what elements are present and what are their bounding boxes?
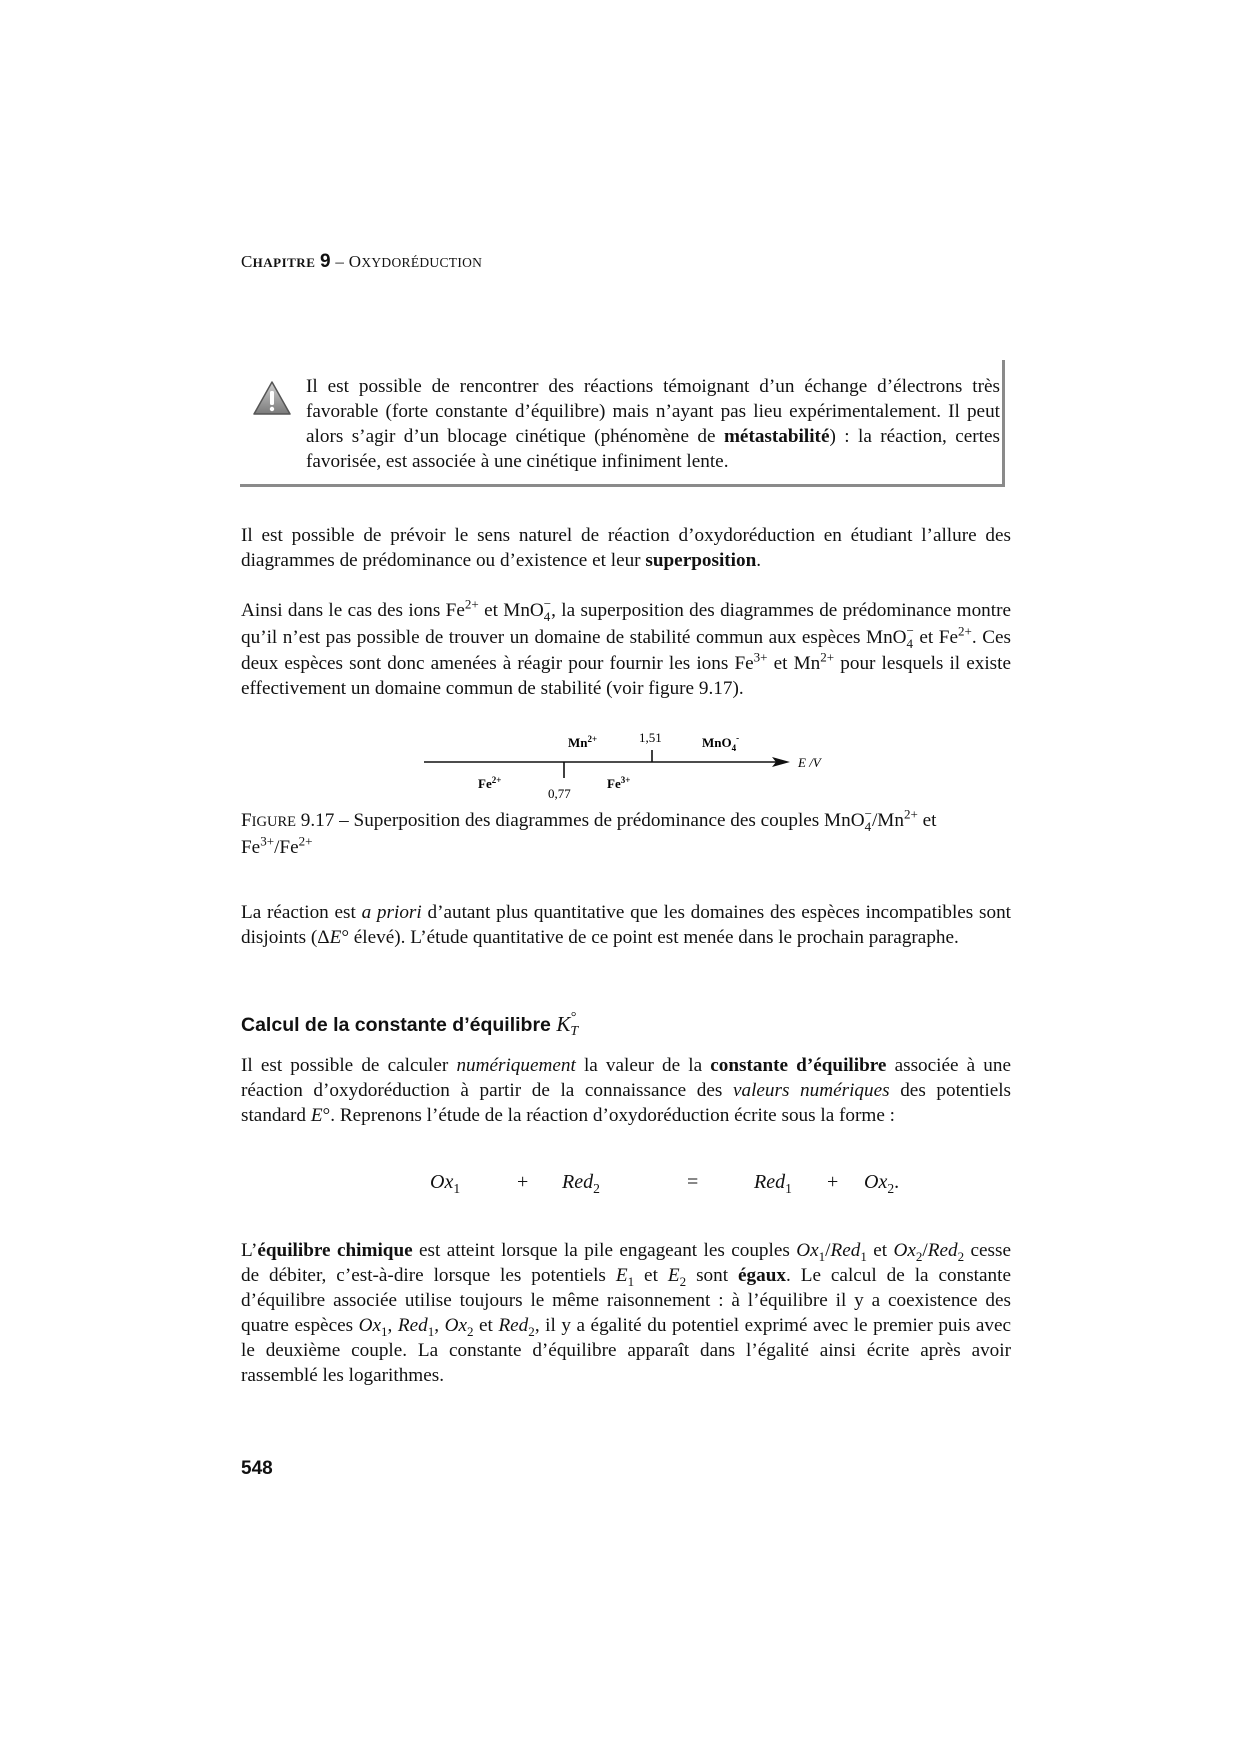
- paragraph-3: [241, 900, 1011, 950]
- warning-bold-term: métastabilité: [723, 426, 830, 447]
- p2-s1: 2+: [464, 596, 479, 612]
- running-head-dash: –: [335, 252, 345, 271]
- p4-t5: °. Reprenons l’étude de la réaction d’oxydoréduction écrite sous la forme :: [322, 1105, 895, 1126]
- p5-t10: et: [473, 1315, 499, 1336]
- p5-c2cs: 2: [957, 1248, 965, 1264]
- p5-q1: Ox: [358, 1315, 381, 1336]
- p1-text-a: Il est possible de prévoir le sens naturel de réaction d’oxydoréduction en étudiant l’allure des diagrammes de prédominance ou d’existence et leur: [241, 525, 1011, 571]
- eq-ox2-sub: 2: [887, 1181, 895, 1196]
- chapter-number: 9: [319, 251, 331, 272]
- p5-c1cs: 1: [860, 1248, 867, 1264]
- p4-t4: des potentiels standard: [241, 1080, 1012, 1126]
- p1-bold-term: superposition: [645, 550, 757, 571]
- caption-figure-word: [241, 810, 296, 831]
- eq-red1-sub: 1: [785, 1181, 792, 1196]
- p5-t8: ,: [387, 1315, 398, 1336]
- p5-q3: Ox: [444, 1315, 467, 1336]
- running-head: [241, 251, 482, 273]
- caption-t1: 9.17 – Superposition des diagrammes de prédominance des couples MnO: [295, 810, 865, 831]
- p5-t6: sont: [686, 1265, 739, 1286]
- p5-e1s: 1: [627, 1273, 635, 1289]
- warning-text-a: Il est possible de rencontrer des réactions témoignant d’un échange d’électrons très favorable (forte constante d’équilibre) mais n’ayant pas lieu expérimentalement. Il peut alors s’agir d’un blocage cinétique (phénomène de: [306, 376, 1000, 447]
- p5-t4: cesse de débiter, c’est-à-dire lorsque les potentiels: [241, 1240, 1011, 1286]
- p5-t1: L’: [241, 1240, 258, 1261]
- label-mn2: $Mn^{2+}$: [568, 734, 598, 750]
- caption-s1: [865, 807, 872, 833]
- caption-figure-rest: IGURE: [251, 814, 296, 830]
- p3-t2: d’autant plus quantitative que les domaines des espèces incompatibles sont disjoints (Δ: [241, 902, 1012, 948]
- caption-t3: et Fe: [241, 810, 937, 858]
- p2-s3: [907, 624, 914, 650]
- warning-text: [306, 374, 1000, 474]
- p5-q1s: 1: [381, 1323, 388, 1339]
- caption-figure-initial: F: [241, 810, 252, 831]
- p5-t5: et: [634, 1265, 668, 1286]
- eq-ox2: [864, 1171, 899, 1194]
- value-151: 1,51: [639, 730, 662, 745]
- p3-t3: ° élevé). L’étude quantitative de ce point est menée dans le prochain paragraphe.: [341, 927, 959, 948]
- p2-t5: . Ces deux espèces sont donc amenées à réagir pour fournir les ions Fe: [241, 626, 1011, 675]
- value-077: 0,77: [548, 786, 571, 801]
- p3-t1: La réaction est: [241, 902, 362, 923]
- section-heading-text: Calcul de la constante d’équilibre: [241, 1014, 557, 1037]
- p4-i2: valeurs numériques: [732, 1080, 890, 1101]
- p2-s5: 3+: [753, 649, 768, 665]
- label-mno4: MnO$_4$-: [702, 733, 740, 753]
- paragraph-2: [241, 598, 1011, 701]
- eq-red1-sym: Red: [754, 1171, 786, 1193]
- section-heading-k-sup: °: [570, 1009, 576, 1025]
- eq-ox1-sub: 1: [453, 1181, 461, 1196]
- p2-t7: pour lesquels il existe effectivement un domaine commun de stabilité (voir figure 9.17).: [241, 653, 1012, 700]
- p5-c1s: 1: [818, 1248, 826, 1264]
- p5-q4: Red: [498, 1315, 529, 1336]
- p4-t1: Il est possible de calculer: [241, 1055, 457, 1076]
- p4-i3: E: [310, 1105, 323, 1126]
- eq-ox2-sym: Ox: [864, 1171, 888, 1193]
- caption-s3: 3+: [260, 833, 275, 849]
- running-head-title-rest: XYDORÉDUCTION: [361, 255, 483, 270]
- p4-t3: associée à une réaction d’oxydoréduction à partir de la connaissance des: [241, 1055, 1012, 1101]
- p5-t2: est atteint lorsque la pile engageant les couples: [412, 1240, 797, 1261]
- p5-e1: E: [615, 1265, 628, 1286]
- eq-plus-1: +: [517, 1171, 529, 1193]
- p2-s4: 2+: [957, 623, 972, 639]
- label-fe3: $Fe^{3+}$: [607, 775, 631, 791]
- p5-c2b: /: [922, 1240, 928, 1261]
- p2-s2: [544, 597, 551, 623]
- p4-b1: constante d’équilibre: [710, 1055, 887, 1076]
- p2-t3: , la superposition des diagrammes de prédominance montre qu’il n’est pas possible de trouver un domaine de stabilité commun aux espèces MnO: [241, 600, 1012, 648]
- p2-s6: 2+: [820, 649, 835, 665]
- p5-c1b: /: [825, 1240, 831, 1261]
- p5-b2: égaux: [738, 1265, 786, 1286]
- predominance-diagram: [410, 720, 850, 810]
- p2-t4: et Fe: [913, 626, 958, 648]
- caption-s1-sub: 4: [864, 819, 872, 835]
- eq-red2-sub: 2: [593, 1181, 600, 1196]
- eq-red1: [754, 1171, 822, 1194]
- p5-t11: , il y a égalité du potentiel exprimé avec le premier puis avec le deuxième couple. La constante d’équilibre apparaît dans l’égalité ainsi écrite après avoir rassemblé les logarithmes.: [241, 1315, 1011, 1386]
- p5-b1: équilibre chimique: [257, 1240, 413, 1261]
- label-fe2: $Fe^{2+}$: [478, 775, 502, 791]
- p2-t1: Ainsi dans le cas des ions Fe: [241, 600, 465, 621]
- p5-c2: Ox: [893, 1240, 916, 1261]
- eq-red2: [562, 1171, 682, 1194]
- caption-t2: /Mn: [871, 810, 904, 831]
- p5-q3s: 2: [466, 1323, 474, 1339]
- eq-end-dot: .: [894, 1171, 900, 1193]
- p2-t2: et MnO: [478, 600, 544, 621]
- p4-i1: numériquement: [456, 1055, 576, 1076]
- p5-c1: Ox: [796, 1240, 819, 1261]
- caption-s1-sup: −: [864, 806, 872, 822]
- caption-s2: 2+: [903, 806, 918, 822]
- axis-label: E /V: [798, 755, 821, 770]
- page-number: 548: [241, 1458, 273, 1479]
- p3-i2: E: [329, 927, 342, 948]
- running-head-chapitre-initial: C: [241, 252, 253, 271]
- eq-equals: =: [687, 1171, 699, 1193]
- p5-q2s: 1: [427, 1323, 435, 1339]
- caption-t4: /Fe: [274, 837, 299, 858]
- p5-e2s: 2: [679, 1273, 687, 1289]
- p2-s2-sup: −: [543, 596, 552, 612]
- section-heading-k-indices: [570, 1011, 578, 1039]
- section-heading-k: K: [556, 1012, 571, 1037]
- warning-icon: [252, 380, 292, 416]
- p3-i1: a priori: [361, 902, 422, 923]
- reaction-equation: [430, 1171, 899, 1194]
- section-heading: [241, 1009, 579, 1040]
- p5-q2: Red: [397, 1315, 428, 1336]
- p2-s2-sub: 4: [543, 609, 551, 625]
- p5-c2c: Red: [927, 1240, 958, 1261]
- paragraph-5: [241, 1238, 1011, 1388]
- p5-c2s: 2: [915, 1248, 923, 1264]
- p5-q4s: 2: [528, 1323, 535, 1339]
- p2-s3-sub: 4: [906, 635, 914, 651]
- paragraph-4: [241, 1053, 1011, 1128]
- eq-red2-sym: Red: [562, 1171, 594, 1193]
- eq-ox1: [430, 1171, 512, 1194]
- running-head-title-initial: O: [348, 252, 362, 271]
- p5-t7: . Le calcul de la constante d’équilibre associée utilise toujours le même raisonnement : à l’équilibre il y a coexistence des quatre espèces: [241, 1265, 1011, 1336]
- caption-s4: 2+: [298, 833, 313, 849]
- eq-ox1-sym: Ox: [430, 1171, 454, 1193]
- p5-t9: ,: [434, 1315, 445, 1336]
- p5-c1c: Red: [830, 1240, 861, 1261]
- eq-plus-2: +: [827, 1171, 839, 1193]
- figure-caption: [241, 808, 1011, 860]
- p2-s3-sup: −: [906, 622, 914, 638]
- running-head-chapitre-rest: HAPITRE: [252, 255, 316, 270]
- paragraph-1: [241, 523, 1011, 573]
- section-heading-k-sub: T: [570, 1023, 579, 1039]
- warning-text-b: ) : la réaction, certes favorisée, est associée à une cinétique infiniment lente.: [306, 426, 1000, 472]
- p2-t6: et Mn: [767, 653, 821, 675]
- p1-text-b: .: [756, 550, 762, 571]
- p5-t3: et: [866, 1240, 894, 1261]
- p4-t2: la valeur de la: [575, 1055, 711, 1076]
- p5-e2: E: [667, 1265, 680, 1286]
